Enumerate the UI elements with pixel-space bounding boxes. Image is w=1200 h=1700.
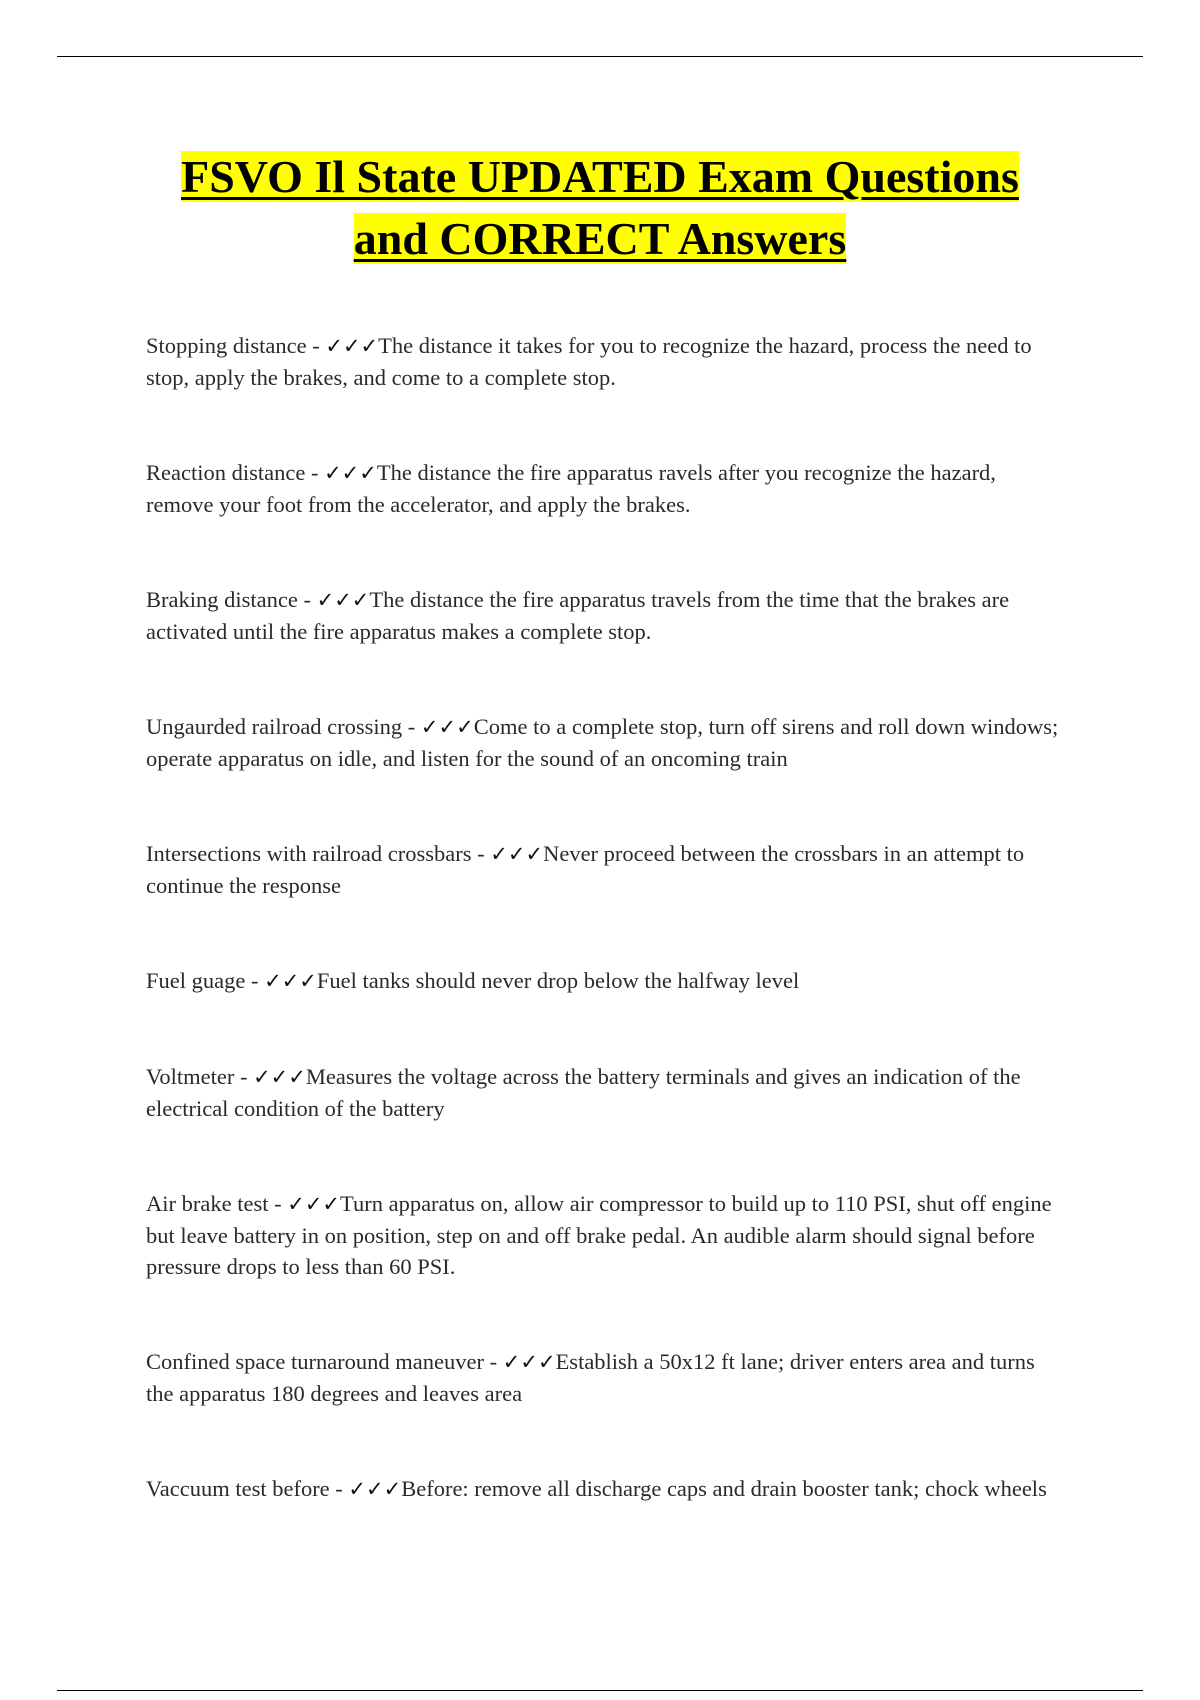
checkmarks-icon: ✓✓✓ <box>316 588 370 612</box>
qa-answer: Never proceed between the crossbars in an attempt to continue the response <box>146 841 1025 898</box>
qa-separator: - <box>234 1064 254 1089</box>
qa-item <box>146 838 1066 901</box>
qa-answer: Before: remove all discharge caps and drain booster tank; chock wheels <box>401 1476 1047 1501</box>
qa-item <box>146 584 1066 647</box>
qa-item <box>146 1188 1066 1282</box>
qa-answer: Fuel tanks should never drop below the halfway level <box>316 968 800 993</box>
qa-term: Vaccuum test before <box>146 1476 330 1501</box>
qa-term: Braking distance <box>146 587 298 612</box>
checkmarks-icon: ✓✓✓ <box>253 1065 306 1089</box>
qa-term: Fuel guage <box>146 968 246 993</box>
checkmarks-icon: ✓✓✓ <box>264 969 317 993</box>
qa-item <box>146 965 1066 997</box>
qa-item <box>146 457 1066 520</box>
qa-term: Reaction distance <box>146 460 306 485</box>
qa-separator: - <box>297 587 317 612</box>
document-title <box>130 146 1070 270</box>
checkmarks-icon: ✓✓✓ <box>324 461 377 485</box>
top-rule <box>57 56 1143 57</box>
qa-separator: - <box>305 460 325 485</box>
title-line-2: and CORRECT Answers <box>353 213 847 264</box>
qa-answer: The distance the fire apparatus ravels after you recognize the hazard, remove your foot from the accelerator, and apply the brakes. <box>146 460 996 517</box>
qa-term: Voltmeter <box>146 1064 235 1089</box>
qa-separator: - <box>268 1191 288 1216</box>
qa-separator: - <box>402 714 421 739</box>
qa-term: Air brake test <box>146 1191 269 1216</box>
qa-separator: - <box>329 1476 349 1501</box>
qa-item <box>146 1346 1066 1409</box>
qa-item <box>146 1473 1066 1505</box>
qa-term: Ungaurded railroad crossing <box>146 714 403 739</box>
qa-list <box>146 330 1066 1569</box>
checkmarks-icon: ✓✓✓ <box>490 842 544 866</box>
checkmarks-icon: ✓✓✓ <box>348 1477 402 1501</box>
qa-item <box>146 1061 1066 1124</box>
qa-term: Confined space turnaround maneuver <box>146 1349 485 1374</box>
checkmarks-icon: ✓✓✓ <box>420 715 474 739</box>
qa-answer: The distance it takes for you to recognize the hazard, process the need to stop, apply the brakes, and come to a complete stop. <box>146 333 1032 390</box>
qa-term: Stopping distance <box>146 333 307 358</box>
qa-separator: - <box>306 333 326 358</box>
title-line-1: FSVO Il State UPDATED Exam Questions <box>181 151 1019 202</box>
qa-item <box>146 711 1066 774</box>
qa-answer: Turn apparatus on, allow air compressor to build up to 110 PSI, shut off engine but leave battery in on position, step on and off brake pedal. An audible alarm should signal before pressure drops to less than 60 PSI. <box>146 1191 1052 1279</box>
qa-separator: - <box>245 968 265 993</box>
qa-item <box>146 330 1066 393</box>
checkmarks-icon: ✓✓✓ <box>325 334 379 358</box>
qa-answer: The distance the fire apparatus travels from the time that the brakes are activated until the fire apparatus makes a complete stop. <box>146 587 1010 644</box>
checkmarks-icon: ✓✓✓ <box>287 1192 341 1216</box>
qa-answer: Measures the voltage across the battery terminals and gives an indication of the electrical condition of the battery <box>146 1064 1021 1121</box>
qa-separator: - <box>471 841 491 866</box>
qa-separator: - <box>484 1349 503 1374</box>
qa-answer: Establish a 50x12 ft lane; driver enters area and turns the apparatus 180 degrees and leaves area <box>146 1349 1035 1406</box>
bottom-rule <box>57 1690 1143 1691</box>
qa-term: Intersections with railroad crossbars <box>146 841 472 866</box>
qa-answer: Come to a complete stop, turn off sirens and roll down windows; operate apparatus on idle, and listen for the sound of an oncoming train <box>146 714 1059 771</box>
checkmarks-icon: ✓✓✓ <box>502 1350 556 1374</box>
